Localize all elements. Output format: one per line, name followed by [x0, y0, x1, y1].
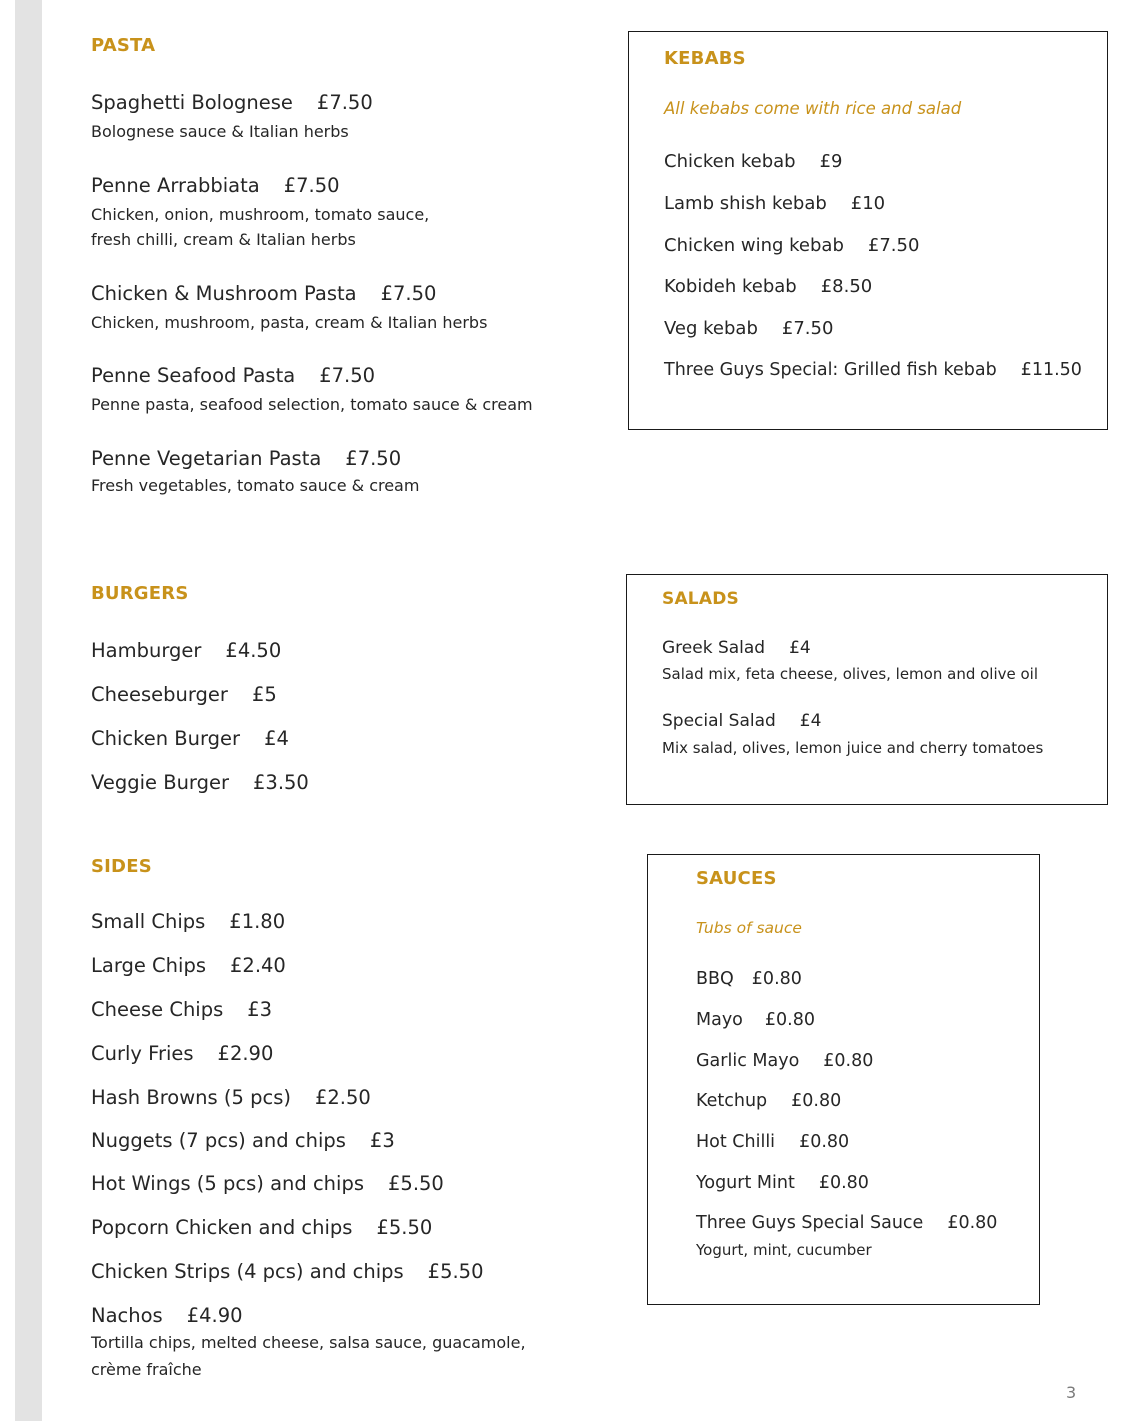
sauce-item	[696, 969, 802, 989]
salads-heading: SALADS	[662, 589, 739, 609]
item-price: £5	[251, 683, 277, 706]
item-price: £8.50	[820, 276, 873, 297]
left-margin	[0, 0, 15, 1421]
item-price: £3	[369, 1129, 395, 1152]
kebab-item	[664, 276, 872, 297]
side-item	[91, 1172, 444, 1195]
item-description: Tortilla chips, melted cheese, salsa sauce, guacamole,	[91, 1333, 526, 1352]
sauce-item	[696, 1010, 815, 1030]
item-price: £0.80	[947, 1213, 998, 1233]
item-name: Popcorn Chicken and chips	[91, 1216, 353, 1239]
item-price: £3.50	[253, 771, 309, 794]
sauce-item	[696, 1091, 841, 1111]
item-price: £7.50	[345, 447, 402, 470]
item-name: Kobideh kebab	[664, 276, 797, 297]
item-name: Mayo	[696, 1010, 743, 1030]
item-price: £7.50	[283, 174, 340, 197]
item-price: £3	[247, 998, 273, 1021]
document-gutter	[15, 0, 42, 1421]
item-name: Spaghetti Bolognese	[91, 91, 293, 114]
item-price: £2.40	[230, 954, 286, 977]
item-price: £0.80	[818, 1173, 869, 1193]
item-name: Chicken wing kebab	[664, 235, 844, 256]
item-description: Salad mix, feta cheese, olives, lemon and olive oil	[662, 665, 1039, 683]
item-name: Cheeseburger	[91, 683, 228, 706]
burgers-heading: BURGERS	[91, 583, 189, 604]
item-name: Three Guys Special Sauce	[696, 1213, 924, 1233]
item-price: £9	[819, 151, 843, 172]
item-price: £7.50	[316, 91, 373, 114]
item-name: Nuggets (7 pcs) and chips	[91, 1129, 346, 1152]
item-description: crème fraîche	[91, 1360, 202, 1379]
item-description: Penne pasta, seafood selection, tomato sauce & cream	[91, 395, 533, 414]
item-name: Nachos	[91, 1304, 163, 1327]
item-description: fresh chilli, cream & Italian herbs	[91, 230, 356, 249]
item-price: £2.90	[217, 1042, 274, 1065]
kebab-item	[664, 151, 843, 172]
item-description: Mix salad, olives, lemon juice and cherry tomatoes	[662, 739, 1044, 757]
item-name: Hot Wings (5 pcs) and chips	[91, 1172, 364, 1195]
pasta-heading: PASTA	[91, 35, 156, 56]
side-item	[91, 1304, 243, 1327]
item-name: Penne Seafood Pasta	[91, 364, 296, 387]
sauce-item	[696, 1173, 869, 1193]
sides-heading: SIDES	[91, 856, 152, 877]
kebabs-note: All kebabs come with rice and salad	[664, 99, 962, 118]
sauce-item	[696, 1213, 997, 1233]
item-price: £0.80	[823, 1051, 874, 1071]
item-name: Curly Fries	[91, 1042, 194, 1065]
kebabs-heading: KEBABS	[664, 48, 746, 69]
item-price: £0.80	[764, 1010, 815, 1030]
item-description: Chicken, mushroom, pasta, cream & Italian herbs	[91, 313, 488, 332]
item-name: Hamburger	[91, 639, 202, 662]
item-name: Large Chips	[91, 954, 206, 977]
item-description: Bolognese sauce & Italian herbs	[91, 122, 349, 141]
pasta-item	[91, 174, 340, 197]
sauces-heading: SAUCES	[696, 868, 777, 889]
side-item	[91, 1216, 432, 1239]
item-name: Hot Chilli	[696, 1132, 776, 1152]
side-item	[91, 1086, 371, 1109]
pasta-item	[91, 91, 373, 114]
pasta-item	[91, 447, 401, 470]
item-name: Yogurt Mint	[696, 1173, 795, 1193]
side-item	[91, 1129, 395, 1152]
item-price: £5.50	[388, 1172, 444, 1195]
item-name: Penne Vegetarian Pasta	[91, 447, 322, 470]
kebab-item	[664, 360, 1082, 380]
item-price: £7.50	[867, 235, 920, 256]
burger-item	[91, 683, 277, 706]
item-name: Chicken kebab	[664, 151, 796, 172]
item-price: £0.80	[791, 1091, 842, 1111]
burger-item	[91, 727, 289, 750]
item-name: Three Guys Special: Grilled fish kebab	[664, 360, 997, 380]
item-price: £1.80	[229, 910, 286, 933]
item-name: Chicken Burger	[91, 727, 241, 750]
pasta-item	[91, 282, 436, 305]
side-item	[91, 1042, 273, 1065]
side-item	[91, 954, 286, 977]
item-name: Cheese Chips	[91, 998, 224, 1021]
item-name: Small Chips	[91, 910, 206, 933]
item-name: Hash Browns (5 pcs)	[91, 1086, 291, 1109]
item-price: £7.50	[781, 318, 834, 339]
sauce-item	[696, 1132, 849, 1152]
side-item	[91, 998, 272, 1021]
item-name: Greek Salad	[662, 638, 766, 658]
item-name: Lamb shish kebab	[664, 193, 827, 214]
item-description: Fresh vegetables, tomato sauce & cream	[91, 476, 420, 495]
pasta-item	[91, 364, 375, 387]
item-price: £2.50	[314, 1086, 371, 1109]
kebab-item	[664, 318, 833, 339]
kebab-item	[664, 193, 885, 214]
item-name: BBQ	[696, 969, 734, 989]
item-price: £0.80	[799, 1132, 850, 1152]
item-price: £4	[264, 727, 289, 750]
item-price: £4.90	[186, 1304, 243, 1327]
side-item	[91, 1260, 484, 1283]
item-name: Special Salad	[662, 711, 776, 731]
side-item	[91, 910, 285, 933]
item-price: £11.50	[1020, 360, 1082, 380]
page-number: 3	[1066, 1383, 1077, 1402]
item-price: £7.50	[319, 364, 376, 387]
burger-item	[91, 639, 281, 662]
item-name: Veg kebab	[664, 318, 758, 339]
item-name: Penne Arrabbiata	[91, 174, 260, 197]
salad-item	[662, 711, 821, 731]
salad-item	[662, 638, 811, 658]
sauce-item	[696, 1051, 873, 1071]
kebab-item	[664, 235, 919, 256]
item-description: Yogurt, mint, cucumber	[696, 1241, 872, 1259]
item-name: Garlic Mayo	[696, 1051, 800, 1071]
item-price: £7.50	[380, 282, 437, 305]
item-price: £10	[850, 193, 886, 214]
item-price: £4	[799, 711, 822, 731]
item-name: Veggie Burger	[91, 771, 229, 794]
item-name: Ketchup	[696, 1091, 768, 1111]
item-price: £4.50	[225, 639, 282, 662]
item-price: £5.50	[427, 1260, 484, 1283]
item-name: Chicken Strips (4 pcs) and chips	[91, 1260, 404, 1283]
sauces-note: Tubs of sauce	[696, 919, 802, 937]
item-price: £0.80	[751, 969, 802, 989]
item-price: £4	[789, 638, 811, 658]
burger-item	[91, 771, 309, 794]
item-price: £5.50	[376, 1216, 433, 1239]
item-name: Chicken & Mushroom Pasta	[91, 282, 357, 305]
item-description: Chicken, onion, mushroom, tomato sauce,	[91, 205, 430, 224]
